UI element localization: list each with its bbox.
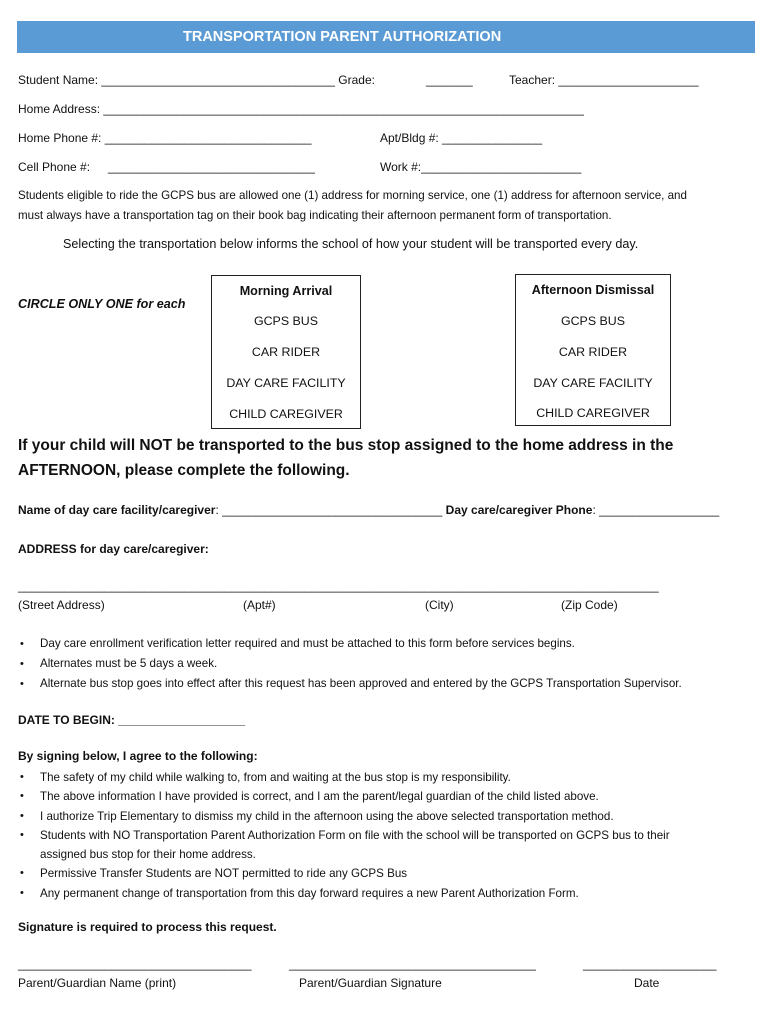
- agreement-heading: By signing below, I agree to the following:: [18, 749, 258, 763]
- guardian-signature-field[interactable]: _____________________________________: [289, 957, 536, 971]
- page-title: TRANSPORTATION PARENT AUTHORIZATION: [183, 29, 502, 45]
- apt-bldg-field[interactable]: Apt/Bldg #: _______________: [380, 131, 543, 145]
- daycare-address-label: ADDRESS for day care/caregiver:: [18, 542, 209, 556]
- morning-option-gcps-bus[interactable]: GCPS BUS: [253, 314, 319, 328]
- date-to-begin-field[interactable]: DATE TO BEGIN: ___________________: [18, 713, 246, 727]
- guardian-name-field[interactable]: ___________________________________: [18, 957, 252, 971]
- list-item: • Students with NO Transportation Parent Authorization Form on file with the school will be transported on GCPS bus to their: [18, 826, 670, 845]
- grade-field[interactable]: _______: [426, 73, 473, 87]
- daycare-name-field[interactable]: : _________________________________: [215, 503, 443, 517]
- date-label: Date: [634, 976, 660, 990]
- afternoon-option-day-care[interactable]: DAY CARE FACILITY: [533, 376, 653, 390]
- list-item: • Alternates must be 5 days a week.: [18, 654, 682, 674]
- student-name-field[interactable]: Student Name: ___________________________________ Grade:: [18, 73, 375, 87]
- afternoon-option-car-rider[interactable]: CAR RIDER: [558, 345, 628, 359]
- daycare-name-row: [18, 503, 719, 517]
- guardian-signature-label: Parent/Guardian Signature: [299, 976, 442, 990]
- list-item: • I authorize Trip Elementary to dismiss my child in the afternoon using the above selected transportation method.: [18, 807, 670, 826]
- daycare-phone-field[interactable]: : __________________: [592, 503, 720, 517]
- continuation-text: assigned bus stop for their home address.: [40, 848, 256, 862]
- eligibility-line-1: Students eligible to ride the GCPS bus are allowed one (1) address for morning service, one (1) address for afternoon service, and: [18, 189, 687, 202]
- guardian-name-label: Parent/Guardian Name (print): [18, 976, 177, 990]
- morning-option-day-care[interactable]: DAY CARE FACILITY: [226, 376, 346, 390]
- daycare-phone-label: Day care/caregiver Phone: [442, 503, 593, 517]
- list-item: • The above information I have provided is correct, and I am the parent/legal guardian of the child listed above.: [18, 787, 670, 806]
- morning-arrival-header: Morning Arrival: [239, 284, 333, 298]
- requirements-list: [18, 634, 682, 694]
- afternoon-dismissal-box: [515, 274, 671, 426]
- cell-phone-field[interactable]: _______________________________: [108, 160, 315, 174]
- work-phone-field[interactable]: Work #:________________________: [380, 160, 582, 174]
- cell-phone-label: Cell Phone #:: [18, 160, 91, 174]
- zip-code-label: (Zip Code): [561, 598, 618, 612]
- eligibility-line-2: must always have a transportation tag on their book bag indicating their afternoon permanent form of transportation.: [18, 209, 612, 222]
- city-label: (City): [425, 598, 454, 612]
- daycare-name-label: Name of day care facility/caregiver: [18, 503, 216, 517]
- afternoon-notice-line-1: If your child will NOT be transported to the bus stop assigned to the home address in the: [18, 437, 674, 454]
- agreements-list: [18, 768, 670, 903]
- afternoon-option-gcps-bus[interactable]: GCPS BUS: [560, 314, 626, 328]
- street-address-label: (Street Address): [18, 598, 105, 612]
- list-item: • The safety of my child while walking to, from and waiting at the bus stop is my responsibility.: [18, 768, 670, 787]
- list-item-continuation: [18, 845, 670, 864]
- apt-label: (Apt#): [243, 598, 276, 612]
- circle-instruction: CIRCLE ONLY ONE for each: [18, 297, 186, 311]
- afternoon-option-caregiver[interactable]: CHILD CAREGIVER: [536, 406, 650, 420]
- morning-option-caregiver[interactable]: CHILD CAREGIVER: [229, 407, 343, 421]
- list-item: • Day care enrollment verification letter required and must be attached to this form before services begins.: [18, 634, 682, 654]
- home-address-field[interactable]: Home Address: ________________________________________________________________________: [18, 102, 584, 116]
- list-item: • Permissive Transfer Students are NOT permitted to ride any GCPS Bus: [18, 864, 670, 883]
- afternoon-notice-line-2: AFTERNOON, please complete the following.: [18, 462, 350, 479]
- signature-required-note: Signature is required to process this request.: [18, 920, 277, 934]
- home-phone-field[interactable]: Home Phone #: _______________________________: [18, 131, 312, 145]
- morning-arrival-box: [211, 275, 361, 429]
- title-banner: [17, 21, 755, 53]
- date-field[interactable]: ____________________: [583, 957, 717, 971]
- selection-note: Selecting the transportation below informs the school of how your student will be transported every day.: [63, 237, 639, 251]
- afternoon-dismissal-header: Afternoon Dismissal: [531, 283, 655, 297]
- morning-option-car-rider[interactable]: CAR RIDER: [251, 345, 321, 359]
- daycare-address-field[interactable]: ________________________________________________________________________________________________: [18, 579, 659, 593]
- list-item: • Any permanent change of transportation from this day forward requires a new Parent Authorization Form.: [18, 884, 670, 903]
- list-item: • Alternate bus stop goes into effect after this request has been approved and entered by the GCPS Transportation Supervisor.: [18, 674, 682, 694]
- teacher-field[interactable]: Teacher: _____________________: [509, 73, 699, 87]
